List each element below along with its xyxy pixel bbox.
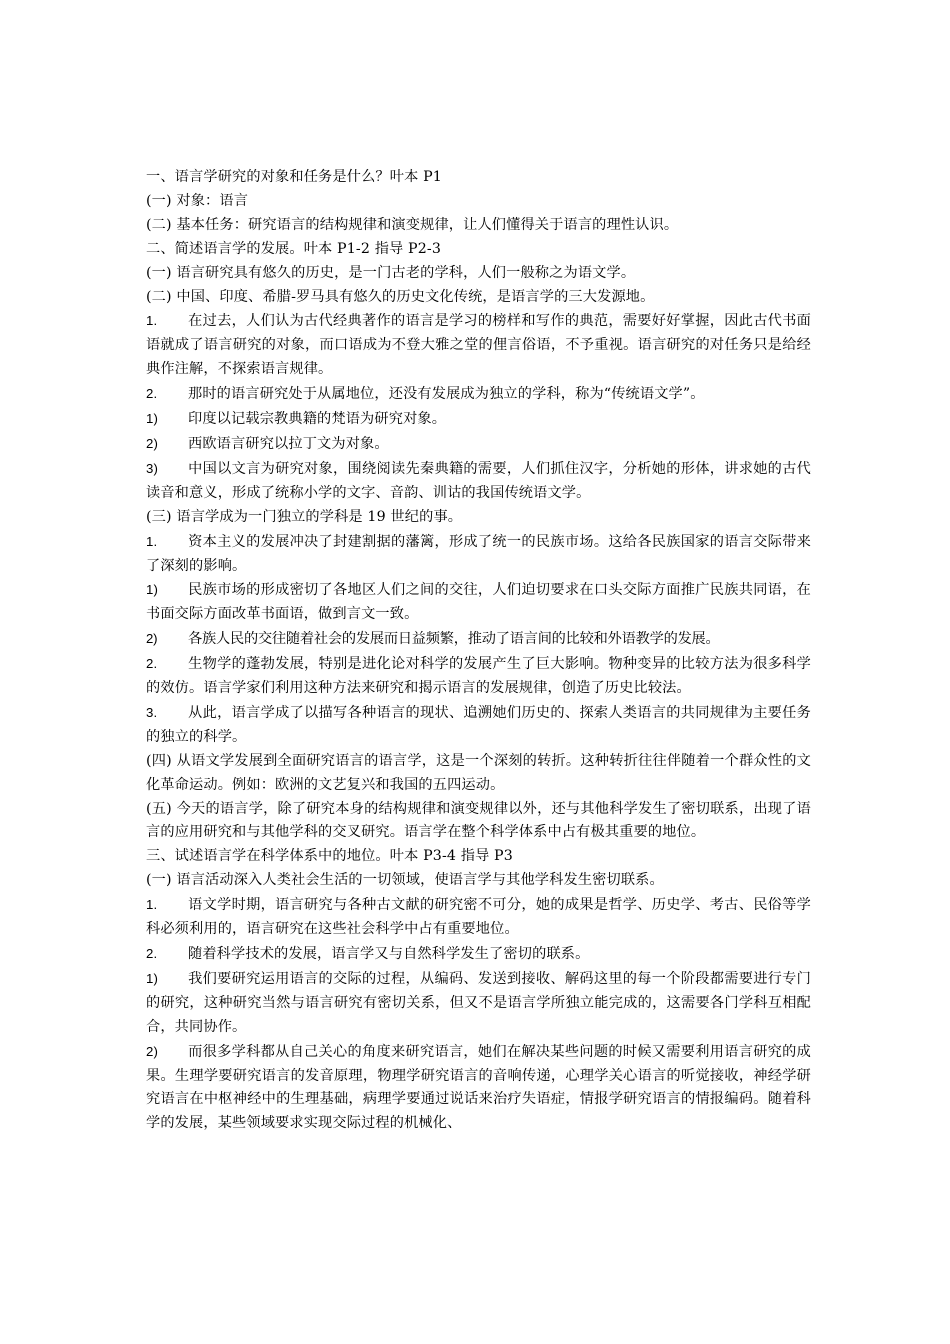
item-number: 2) — [146, 631, 158, 647]
paragraph-text: 西欧语言研究以拉丁文为对象。 — [188, 435, 389, 452]
item-number: 2. — [146, 946, 158, 961]
numbered-paragraph — [146, 893, 811, 942]
paragraph-text: 随着科学技术的发展，语言学又与自然科学发生了密切的联系。 — [188, 946, 590, 962]
numbered-paragraph — [146, 627, 811, 652]
numbered-paragraph — [146, 701, 811, 750]
paragraph-text: 印度以记载宗教典籍的梵语为研究对象。 — [188, 411, 447, 428]
paragraph-text: 从此，语言学成了以描写各种语言的现状、追溯她们历史的、探索人类语言的共同规律为主要任务的独立的科学。 — [146, 704, 811, 745]
numbered-paragraph — [146, 942, 811, 967]
item-number: 1. — [146, 533, 158, 549]
item-number: 1) — [146, 970, 159, 986]
numbered-paragraph — [146, 432, 811, 457]
list-item: (一) 语言研究具有悠久的历史，是一门古老的学科，人们一般称之为语文学。 — [146, 264, 636, 281]
paragraph-text: 民族市场的形成密切了各地区人们之间的交往，人们迫切要求在口头交际方面推广民族共同语，在书面交际方面改革书面语，做到言文一致。 — [146, 582, 811, 623]
item-number: 3. — [146, 704, 158, 720]
numbered-paragraph — [146, 309, 811, 382]
paragraph-text: 中国以文言为研究对象，围绕阅读先秦典籍的需要，人们抓住汉字，分析她的形体，讲求她的古代读音和意义，形成了统称小学的文字、音韵、训诂的我国传统语文学。 — [146, 460, 811, 501]
numbered-paragraph — [146, 652, 811, 701]
paragraph-text: 那时的语言研究处于从属地位，还没有发展成为独立的学科，称为“传统语文学”。 — [188, 386, 705, 403]
item-number: 1) — [146, 411, 159, 427]
item-number: 1. — [146, 897, 158, 913]
paragraph-text: 而很多学科都从自己关心的角度来研究语言，她们在解决某些问题的时候又需要利用语言研究的成果。生理学要研究语言的发音原理，物理学研究语言的音响传递，心理学关心语言的听觉接收，神经学研究语言在中枢神经中的生理基础，病理学要通过说话来治疗失语症，情报学研究语言的情报编码。随着科学的发展，某些领域要求实现交际过程的机械化、 — [146, 1043, 811, 1132]
list-item: (二) 基本任务：研究语言的结构规律和演变规律，让人们懂得关于语言的理性认识。 — [146, 216, 679, 233]
item-number: 3) — [146, 460, 159, 476]
numbered-paragraph — [146, 407, 811, 432]
paragraph-text: 资本主义的发展冲决了封建割据的藩篱，形成了统一的民族市场。这给各民族国家的语言交际带来了深刻的影响。 — [146, 533, 811, 574]
numbered-paragraph — [146, 530, 811, 579]
list-item: (五) 今天的语言学，除了研究本身的结构规律和演变规律以外，还与其他科学发生了密切联系，出现了语言的应用研究和与其他学科的交叉研究。语言学在整个科学体系中占有极其重要的地位。 — [146, 800, 811, 841]
list-item: (二) 中国、印度、希腊-罗马具有悠久的历史文化传统，是语言学的三大发源地。 — [146, 288, 655, 305]
paragraph-text: 我们要研究运用语言的交际的过程，从编码、发送到接收、解码这里的每一个阶段都需要进行专门的研究，这种研究当然与语言研究有密切关系，但又不是语言学所独立能完成的，这需要各门学科互相配合，共同协作。 — [146, 970, 811, 1035]
numbered-paragraph — [146, 1040, 811, 1137]
list-item: (一) 对象：语言 — [146, 192, 249, 209]
item-number: 1. — [146, 313, 158, 329]
heading-1: 一、语言学研究的对象和任务是什么？叶本 P1 — [146, 169, 442, 185]
paragraph-text: 在过去，人们认为古代经典著作的语言是学习的榜样和写作的典范，需要好好掌握，因此古代书面语就成了语言研究的对象，而口语成为不登大雅之堂的俚言俗语，不予重视。语言研究的对任务只是给经典作注解，不探索语言规律。 — [146, 313, 811, 378]
numbered-paragraph — [146, 967, 811, 1040]
list-item: (一) 语言活动深入人类社会生活的一切领域，使语言学与其他学科发生密切联系。 — [146, 872, 664, 889]
heading-3: 三、试述语言学在科学体系中的地位。叶本 P3-4 指导 P3 — [146, 848, 513, 865]
numbered-paragraph — [146, 382, 811, 407]
paragraph-text: 各族人民的交往随着社会的发展而日益频繁，推动了语言间的比较和外语教学的发展。 — [188, 631, 720, 648]
list-item: (三) 语言学成为一门独立的学科是 19 世纪的事。 — [146, 508, 463, 525]
list-item: (四) 从语文学发展到全面研究语言的语言学，这是一个深刻的转折。这种转折往往伴随着一个群众性的文化革命运动。例如：欧洲的文艺复兴和我国的五四运动。 — [146, 752, 811, 793]
item-number: 1) — [146, 582, 159, 598]
paragraph-text: 生物学的蓬勃发展，特别是进化论对科学的发展产生了巨大影响。物种变异的比较方法为很多科学的效仿。语言学家们利用这种方法来研究和揭示语言的发展规律，创造了历史比较法。 — [146, 656, 811, 697]
paragraph-text: 语文学时期，语言研究与各种古文献的研究密不可分，她的成果是哲学、历史学、考古、民俗等学科必须利用的，语言研究在这些社会科学中占有重要地位。 — [146, 897, 811, 938]
item-number: 2. — [146, 386, 158, 402]
numbered-paragraph — [146, 578, 811, 627]
item-number: 2) — [146, 435, 159, 451]
item-number: 2) — [146, 1043, 159, 1059]
heading-2: 二、简述语言学的发展。叶本 P1-2 指导 P2-3 — [146, 240, 442, 257]
item-number: 2. — [146, 656, 158, 672]
document-page — [146, 166, 811, 1136]
numbered-paragraph — [146, 457, 811, 506]
